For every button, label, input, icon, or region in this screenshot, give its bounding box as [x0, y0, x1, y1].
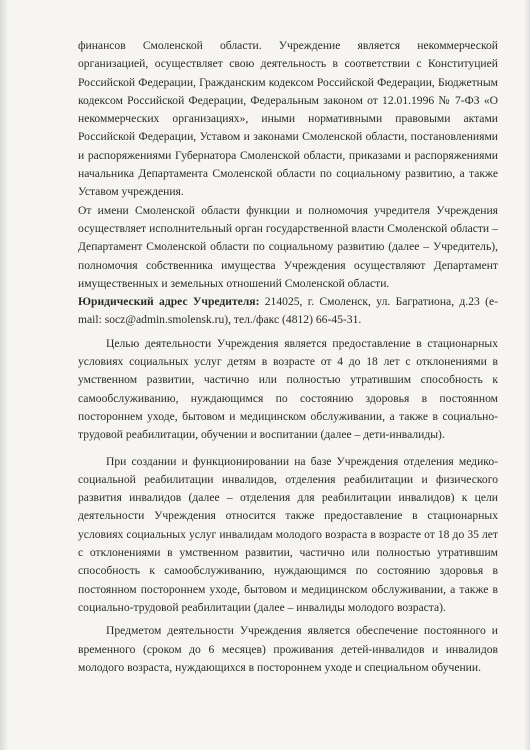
- paragraph-legal-basis: финансов Смоленской области. Учреждение является некоммерческой организацией, осуществляет свою деятельность в соответствии с Конституцией Российской Федерации, Гражданским кодексом Российской Федерации, Бюджетным кодексом Российской Федерации, Федеральным законом от 12.01.1996 № 7-ФЗ «О некоммерческих организациях», иными нормативными правовыми актами Российской Федерации, Уставом и законами Смоленской области, постановлениями и распоряжениями Губернатора Смоленской области, приказами и распоряжениями начальника Департамента Смоленской области по социальному развитию, а также Уставом учреждения.: [78, 39, 498, 199]
- legal-address-label: Юридический адрес Учредителя:: [78, 295, 260, 309]
- scan-edge-shadow: [0, 0, 8, 750]
- document-body: [78, 37, 498, 677]
- paragraph-rehabilitation: При создании и функционировании на базе Учреждения отделения медико-социальной реабилитации инвалидов, отделения реабилитации и физического развития инвалидов (далее – отделения для реабилитации инвалидов) к цели деятельности Учреждения относится также предоставление в стационарных условиях социальных услуг инвалидам молодого возраста в возрасте от 18 до 35 лет с отклонениями в умственном развитии, частично или полностью утратившим способность к самообслуживанию, нуждающимся по состоянию здоровья в постоянном постороннем уходе, бытовом и медицинском обслуживании, а также в социально-трудовой реабилитации (далее – инвалиды молодого возраста).: [78, 454, 498, 614]
- scan-edge-shadow: [524, 0, 530, 750]
- paragraph-legal-address: [78, 293, 498, 330]
- legal-address-value: 214025, г. Смоленск, ул. Багратиона, д.23 (e-mail: socz@admin.smolensk.ru), тел./факс (4812) 66-45-31.: [78, 295, 498, 327]
- paragraph-subject: Предметом деятельности Учреждения является обеспечение постоянного и временного (сроком до 6 месяцев) проживания детей-инвалидов и инвалидов молодого возраста, нуждающихся в постороннем уходе и специальном обучении.: [78, 624, 498, 674]
- paragraph-founder: От имени Смоленской области функции и полномочия учредителя Учреждения осуществляет исполнительный орган государственной власти Смоленской области – Департамент Смоленской области по социальному развитию (далее – Учредитель), полномочия собственника имущества Учреждения осуществляют Департамент имущественных и земельных отношений Смоленской области.: [78, 203, 498, 290]
- paragraph-purpose: Целью деятельности Учреждения является предоставление в стационарных условиях социальных услуг детям в возрасте от 4 до 18 лет с отклонениями в умственном развитии, частично или полностью утратившим способность к самообслуживанию, нуждающимся по состоянию здоровья в постоянном постороннем уходе, бытовом и медицинском обслуживании, а также в социально-трудовой реабилитации, обучении и воспитании (далее – дети-инвалиды).: [78, 336, 498, 442]
